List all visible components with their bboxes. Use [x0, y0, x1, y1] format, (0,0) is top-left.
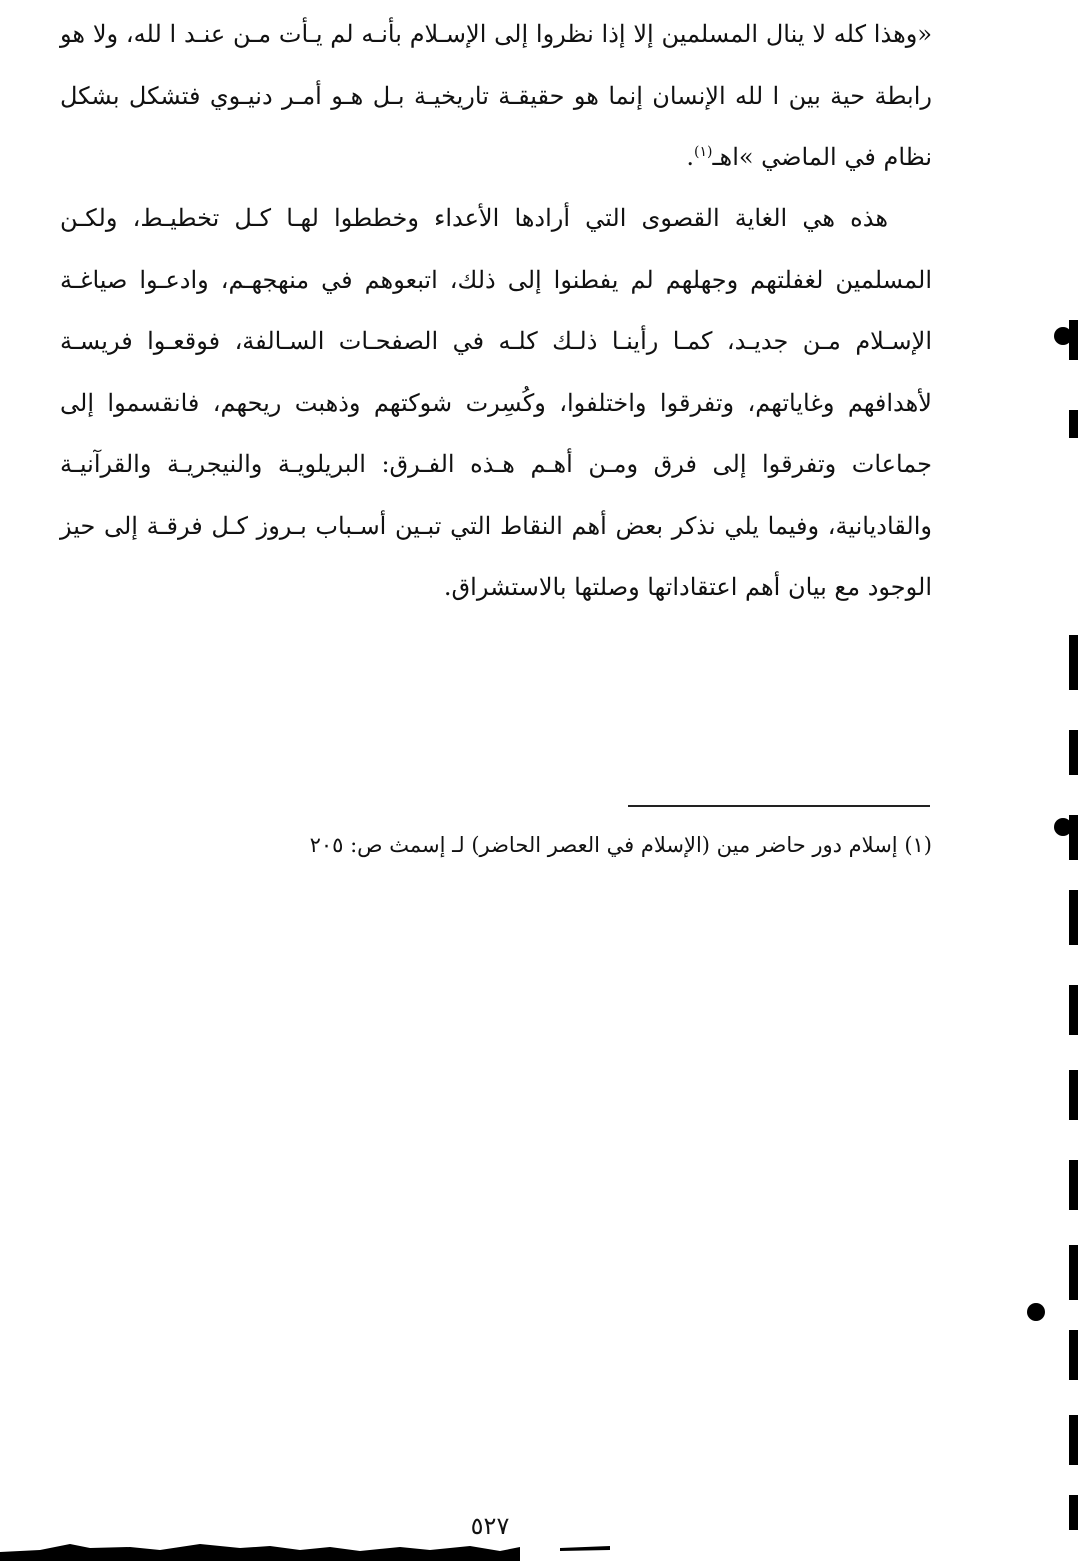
body-paragraph-2	[60, 188, 932, 619]
paragraph-1-end: .	[686, 143, 695, 171]
footnote-separator	[628, 805, 930, 807]
footnote-reference[interactable]: (١)	[694, 144, 713, 160]
page-number: ٥٢٧	[470, 1512, 510, 1540]
body-paragraph-1	[60, 4, 932, 189]
scan-edge-artifact	[0, 1530, 1078, 1561]
paragraph-1-text: «وهذا كله لا ينال المسلمين إلا إذا نظروا إلى الإسـلام بأنـه لم يـأت مـن عنـد ا لله، ولا هو رابطة حية بين ا لله الإنسان إنما هو حقيقـة تاريخيـة بـل هـو أمـر دنيـوي فتشكل بشكل نظام في الماضي »اهـ	[60, 20, 932, 171]
footnote: (١) إسلام دور حاضر مين (الإسلام في العصر الحاضر) لـ إسمث ص: ٢٠٥	[309, 833, 932, 857]
paragraph-2-text: هذه هي الغاية القصوى التي أرادها الأعداء وخططوا لهـا كـل تخطيـط، ولكـن المسلمين لغفلتهم وجهلهم لم يفطنوا إلى ذلك، اتبعوهم في منهجهـم، وادعـوا صياغـة الإسـلام مـن جديـد، كمـا رأينـا ذلـك كلـه في الصفحـات السـالفة، فوقعـوا فريسـة لأهدافهم وغاياتهم، وتفرقوا واختلفوا، وكُسِرت شوكتهم وذهبت ريحهم، فانقسموا إلى جماعات وتفرقوا إلى فرق ومـن أهـم هـذه الفـرق: البريلويـة والنيجريـة والقرآنيـة والقاديانية، وفيما يلي نذكر بعض أهم النقاط التي تبـين أسـباب بـروز كـل فرقـة إلى حيز الوجود مع بيان أهم اعتقاداتها وصلتها بالاستشراق.	[60, 204, 933, 601]
